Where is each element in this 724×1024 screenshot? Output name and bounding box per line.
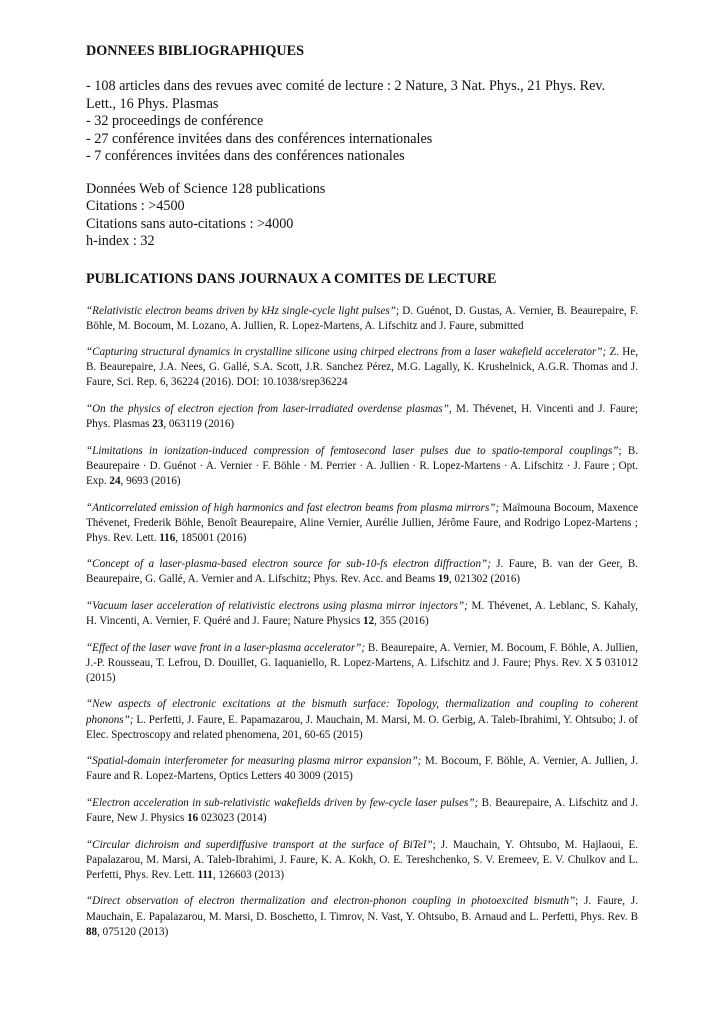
document-page	[86, 42, 638, 951]
web-of-science-stats	[86, 181, 638, 251]
publication-title: “Effect of the laser wave front in a laser-plasma accelerator”;	[86, 641, 366, 654]
publication-volume: 111	[197, 868, 213, 881]
publication-entry	[86, 599, 638, 629]
publication-authors: ; J. Mauchain, Y. Ohtsubo, M. Hajlaoui, E. Papalazarou, M. Marsi, A. Taleb-Ibrahimi, J. Faure, K. A. Kokh, O. E. Tereshchenko, S. V. Eremeev, E. V. Chulkov and L. Perfetti, Phys. Rev. Lett.	[86, 838, 638, 881]
publication-reference: , 9693 (2016)	[120, 474, 181, 487]
section-title-bibliographic-data: DONNEES BIBLIOGRAPHIQUES	[86, 43, 304, 59]
wos-h-index: h-index : 32	[86, 233, 155, 250]
publication-reference: 023023 (2014)	[198, 812, 267, 825]
publication-entry	[86, 557, 638, 587]
publication-title: “New aspects of electronic excitations at the bismuth surface: Topology, thermalization and coupling to coherent phonons”;	[86, 698, 638, 726]
publication-volume: 23	[152, 418, 164, 431]
publication-reference: , 075120 (2013)	[97, 925, 169, 938]
publication-entry	[86, 838, 638, 883]
publication-authors: , M. Thévenet, H. Vincenti and J. Faure; Phys. Plasmas	[86, 403, 638, 431]
publication-title: “Circular dichroism and superdiffusive transport at the surface of BiTeI”	[86, 838, 433, 851]
wos-citations: Citations : >4500	[86, 198, 185, 215]
publication-authors: Z. He, B. Beaurepaire, J.A. Nees, G. Gallé, S.A. Scott, J.R. Sanchez Pérez, M.G. Lagally, K. Krushelnick, A.G.R. Thomas and J. Faure, Sci. Rep. 6, 36224 (2016). DOI: 10.1038/srep36224	[86, 346, 638, 389]
publication-reference: , 185001 (2016)	[175, 531, 247, 544]
publication-list	[86, 304, 638, 940]
publication-volume: 24	[109, 474, 121, 487]
publication-authors: L. Perfetti, J. Faure, E. Papamazarou, J. Mauchain, M. Marsi, M. O. Gerbig, A. Taleb-Ibrahimi, Y. Ohtsubo; J. of Elec. Spectroscopy and related phenomena, 201, 60-65 (2015)	[86, 713, 638, 741]
publication-entry	[86, 894, 638, 939]
publication-reference: , 355 (2016)	[374, 615, 429, 628]
publication-title: “On the physics of electron ejection from laser-irradiated overdense plasmas”	[86, 403, 449, 416]
publication-reference: 031012 (2015)	[86, 656, 638, 684]
publication-entry	[86, 641, 638, 686]
publication-volume: 12	[363, 615, 375, 628]
publication-title: “Spatial-domain interferometer for measuring plasma mirror expansion”;	[86, 755, 422, 768]
publication-reference: , 021302 (2016)	[448, 573, 521, 586]
publication-reference: , 126603 (2013)	[212, 868, 285, 881]
publication-authors: B. Beaurepaire, A. Vernier, M. Bocoum, F. Böhle, A. Jullien, J.-P. Rousseau, T. Lefrou, D. Douillet, G. Iaquaniello, R. Lopez-Martens, A. Lifschitz and J. Faure; Phys. Rev. X	[86, 641, 638, 669]
publication-entry	[86, 345, 638, 390]
publication-authors: J. Faure, B. van der Geer, B. Beaurepaire, G. Gallé, A. Vernier and A. Lifschitz; Phys. Rev. Acc. and Beams	[86, 558, 638, 586]
wos-citations-no-self: Citations sans auto-citations : >4000	[86, 215, 294, 232]
publication-volume: 5	[595, 656, 602, 669]
publication-authors: B. Beaurepaire, A. Lifschitz and J. Faure, New J. Physics	[86, 796, 638, 825]
publication-entry	[86, 402, 638, 432]
publication-title: “Relativistic electron beams driven by kHz single-cycle light pulses”	[86, 304, 396, 317]
publication-title: “Capturing structural dynamics in crystalline silicone using chirped electrons from a laser wakefield accelerator”;	[86, 346, 607, 359]
publication-title: “Electron acceleration in sub-relativistic wakefields driven by few-cycle laser pulses”;	[86, 796, 479, 809]
stat-proceedings: - 32 proceedings de conférence	[86, 113, 264, 130]
publication-volume: 116	[159, 531, 176, 544]
publication-authors: Maïmouna Bocoum, Maxence Thévenet, Frederik Böhle, Benoît Beaurepaire, Aline Vernier, Aurélie Jullien, Jérôme Faure, and Rodrigo Lopez-Martens ; Phys. Rev. Lett.	[86, 501, 638, 544]
publication-volume: 19	[437, 573, 449, 586]
publication-title: “Concept of a laser-plasma-based electron source for sub-10-fs electron diffraction”;	[86, 558, 491, 571]
stat-international-invited: - 27 conférence invitées dans des conférences internationales	[86, 130, 433, 147]
stat-articles: - 108 articles dans des revues avec comité de lecture : 2 Nature, 3 Nat. Phys., 21 Phys. Rev. Lett., 16 Phys. Plasmas	[86, 78, 606, 112]
publication-stats-list	[86, 78, 638, 166]
publication-entry	[86, 304, 638, 334]
publication-authors: ; D. Guénot, D. Gustas, A. Vernier, B. Beaurepaire, F. Böhle, M. Bocoum, M. Lozano, A. Jullien, R. Lopez-Martens, A. Lifschitz and J. Faure, submitted	[86, 304, 638, 332]
publication-title: “Vacuum laser acceleration of relativistic electrons using plasma mirror injectors”;	[86, 600, 468, 612]
publication-authors: M. Thévenet, A. Leblanc, S. Kahaly, H. Vincenti, A. Vernier, F. Quéré and J. Faure; Nature Physics	[86, 600, 638, 628]
publication-volume: 16	[187, 812, 199, 825]
publication-title: “Limitations in ionization-induced compression of femtosecond laser pulses due to spatio-temporal couplings”	[86, 444, 619, 457]
publication-entry	[86, 501, 638, 546]
publication-entry	[86, 796, 638, 826]
publication-volume: 88	[86, 925, 98, 938]
stat-national-invited: - 7 conférences invitées dans des conférences nationales	[86, 148, 405, 165]
publication-authors: ; J. Faure, J. Mauchain, E. Papalazarou, M. Marsi, D. Boschetto, I. Timrov, N. Vast, Y. Ohtsubo, B. Arnaud and L. Perfetti, Phys. Rev. B	[86, 895, 638, 923]
section-title-publications: PUBLICATIONS DANS JOURNAUX A COMITES DE LECTURE	[86, 270, 497, 287]
publication-entry	[86, 697, 638, 742]
publication-entry	[86, 444, 638, 489]
publication-title: “Direct observation of electron thermalization and electron-phonon coupling in photoexcited bismuth”	[86, 895, 576, 908]
publication-title: “Anticorrelated emission of high harmonics and fast electron beams from plasma mirrors”;	[86, 501, 500, 514]
publication-entry	[86, 754, 638, 784]
wos-publications: Données Web of Science 128 publications	[86, 180, 326, 197]
publication-authors: M. Bocoum, F. Böhle, A. Vernier, A. Jullien, J. Faure and R. Lopez-Martens, Optics Letters 40 3009 (2015)	[86, 755, 638, 783]
publication-reference: , 063119 (2016)	[163, 418, 235, 431]
publication-authors: ; B. Beaurepaire · D. Guénot · A. Vernier · F. Böhle · M. Perrier · A. Jullien · R. Lopez-Martens · A. Lifschitz · J. Faure ; Opt. Exp.	[86, 444, 638, 487]
